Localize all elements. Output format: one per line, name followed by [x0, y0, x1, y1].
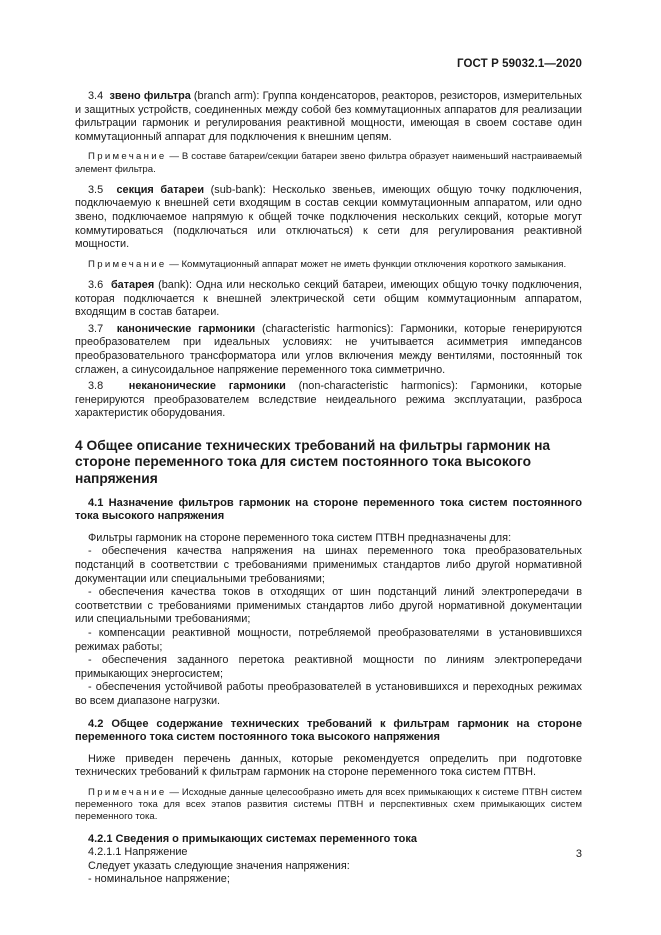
definition-3-8: 3.8 неканонические гармоники (non-characteristic harmonics): Гармоники, которые генерируются преобразователем вследствие неидеального режима эксплуатации, разброса характеристик оборудования.	[75, 380, 582, 420]
document-header: ГОСТ Р 59032.1—2020	[457, 58, 582, 70]
section-4-2-1-1-heading: 4.2.1.1 Напряжение	[88, 846, 188, 859]
definition-3-6: 3.6 батарея (bank): Одна или несколько секций батареи, имеющих общую точку подключения, которая подключается к внешней электрической сети общим коммутационным аппаратом, входящим в состав батареи.	[75, 278, 582, 319]
section-4-1-intro: Фильтры гармоник на стороне переменного тока систем ПТВН предназначены для:	[88, 531, 512, 544]
term: секция батареи	[116, 183, 205, 196]
section-4-2-1-1-text: Следует указать следующие значения напряжения:	[88, 859, 350, 872]
term: канонические гармоники	[116, 322, 256, 335]
note: Примечание — В составе батареи/секции батареи звено фильтра образует наименьший настраиваемый элемент фильтра.	[75, 151, 582, 175]
section-4-heading: 4 Общее описание технических требований на фильтры гармоник на стороне переменного тока для систем постоянного тока высокого напряжения	[75, 437, 551, 487]
term: неканонические гармоники	[128, 380, 286, 393]
note: Примечание — Исходные данные целесообразно иметь для всех примыкающих к системе ПТВН систем переменного тока для всех этапов развития системы ПТВН и перспективных схем примыкающих систем переменного тока.	[75, 786, 582, 823]
term: батарея	[110, 278, 155, 291]
list-item: - обеспечения качества токов в отходящих от шин подстанций линий электропередачи в соответствии с требованиями применимых стандартов либо другой нормативной документации или специальными требованиями;	[75, 586, 582, 626]
list-item: - обеспечения устойчивой работы преобразователей в установившихся и переходных режимах во всем диапазоне нагрузки.	[75, 681, 582, 707]
page-number: 3	[575, 848, 582, 860]
section-4-1-heading: 4.1 Назначение фильтров гармоник на стороне переменного тока систем постоянного тока высокого напряжения	[75, 496, 582, 523]
definition-3-5: 3.5 секция батареи (sub-bank): Несколько звеньев, имеющих общую точку подключения, подключаемую к внешней сети входящим в состав секции коммутационным аппаратом, или одно звено, подключаемое напрямую к общей точке подключения нескольких секций, которые могут коммутироваться (подключаться или отключаться) к сети для регулирования реактивной мощности.	[75, 183, 582, 251]
definition-3-4: 3.4 звено фильтра (branch arm): Группа конденсаторов, реакторов, резисторов, измерительных и защитных устройств, соединенных между собой без коммутационных аппаратов для реализации фильтрации гармоник и регулирования реактивной мощности, имеющая в своем составе один коммутационный аппарат для подключения к внешним цепям.	[75, 90, 582, 143]
section-4-2-1-heading: 4.2.1 Сведения о примыкающих системах переменного тока	[88, 832, 418, 845]
list-item: - обеспечения качества напряжения на шинах переменного тока преобразовательных подстанций в соответствии с требованиями применимых стандартов либо другой нормативной документации или специальными требованиями;	[75, 545, 582, 585]
note: Примечание — Коммутационный аппарат может не иметь функции отключения короткого замыкания.	[88, 258, 567, 270]
term: звено фильтра	[109, 90, 191, 102]
list-item: - номинальное напряжение;	[88, 873, 230, 886]
definition-3-7: 3.7 канонические гармоники (characteristic harmonics): Гармоники, которые генерируются преобразователем при идеальных условиях: не учитывается асимметрия импедансов преобразовательного трансформатора или углов включения между вентилями, постоянный ток сглажен, а синусоидальное напряжение переменного тока симметрично.	[75, 322, 583, 376]
section-4-2-text: Ниже приведен перечень данных, которые рекомендуется определить при подготовке технических требований к фильтрам гармоник на стороне переменного тока систем ПТВН.	[75, 752, 582, 779]
list-item: - обеспечения заданного перетока реактивной мощности по линиям электропередачи примыкающих энергосистем;	[75, 654, 582, 680]
section-4-2-heading: 4.2 Общее содержание технических требований к фильтрам гармоник на стороне переменного тока систем постоянного тока высокого напряжения	[75, 717, 582, 744]
list-item: - компенсации реактивной мощности, потребляемой преобразователями в установившихся режимах работы;	[75, 627, 582, 653]
